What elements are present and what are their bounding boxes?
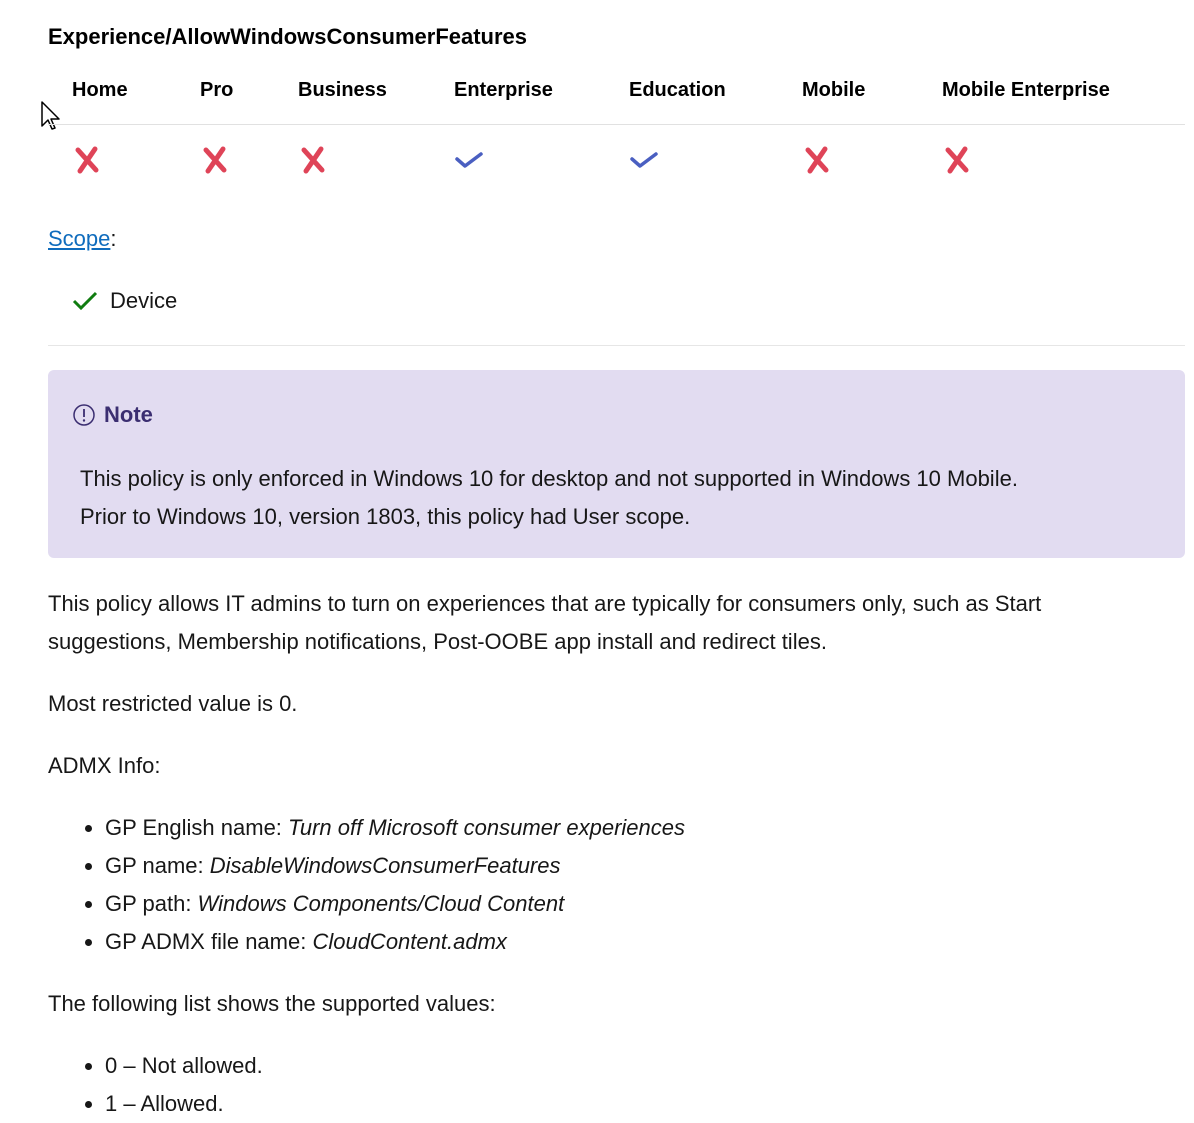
scope-label <box>48 226 117 252</box>
sku-table-header <box>48 70 1185 125</box>
note-callout <box>48 370 1185 558</box>
description-line: This policy allows IT admins to turn on experiences that are typically for consumers only, such as Start <box>48 591 1042 616</box>
scope-value: Device <box>110 288 178 313</box>
sku-header-pro: Pro <box>200 79 234 101</box>
not-supported-cross-icon <box>72 145 102 175</box>
policy-description <box>48 585 1158 661</box>
note-body <box>80 460 1160 536</box>
description-line: suggestions, Membership notifications, Post-OOBE app install and redirect tiles. <box>48 629 827 654</box>
sku-header-mobile: Mobile <box>802 79 866 101</box>
policy-title: Experience/AllowWindowsConsumerFeatures <box>48 24 528 49</box>
not-supported-cross-icon <box>298 145 328 175</box>
sku-header-home: Home <box>72 79 128 101</box>
sku-support-row <box>48 125 1185 191</box>
note-title-text: Note <box>104 402 153 427</box>
note-line: This policy is only enforced in Windows 10 for desktop and not supported in Windows 10 Mobile. <box>80 466 1018 491</box>
sku-header-mobile-enterprise: Mobile Enterprise <box>942 79 1110 101</box>
list-item: • GP name: DisableWindowsConsumerFeatures <box>105 847 685 885</box>
not-supported-cross-icon <box>942 145 972 175</box>
not-supported-cross-icon <box>802 145 832 175</box>
scope-item-device <box>72 288 177 314</box>
supported-check-icon <box>454 145 484 175</box>
not-supported-cross-icon <box>200 145 230 175</box>
note-line: Prior to Windows 10, version 1803, this policy had User scope. <box>80 504 691 529</box>
admx-info-list <box>48 809 685 961</box>
checkmark-icon <box>72 290 98 312</box>
info-circle-icon <box>72 403 96 427</box>
list-item: • 1 – Allowed. <box>105 1085 263 1123</box>
list-item: • GP path: Windows Components/Cloud Content <box>105 885 685 923</box>
sku-header-education: Education <box>629 79 726 101</box>
sku-support-table <box>48 70 1185 191</box>
note-title <box>72 402 153 428</box>
sku-header-enterprise: Enterprise <box>454 79 553 101</box>
supported-values-list <box>48 1047 263 1123</box>
list-item: • GP ADMX file name: CloudContent.admx <box>105 923 685 961</box>
list-item: • GP English name: Turn off Microsoft consumer experiences <box>105 809 685 847</box>
list-item: • 0 – Not allowed. <box>105 1047 263 1085</box>
most-restricted-text: Most restricted value is 0. <box>48 691 298 716</box>
section-divider <box>48 345 1185 346</box>
scope-link[interactable]: Scope <box>48 226 111 251</box>
sku-header-business: Business <box>298 79 387 101</box>
supported-check-icon <box>629 145 659 175</box>
scope-colon: : <box>110 226 117 251</box>
admx-heading: ADMX Info: <box>48 753 161 778</box>
supported-values-heading: The following list shows the supported values: <box>48 991 496 1016</box>
